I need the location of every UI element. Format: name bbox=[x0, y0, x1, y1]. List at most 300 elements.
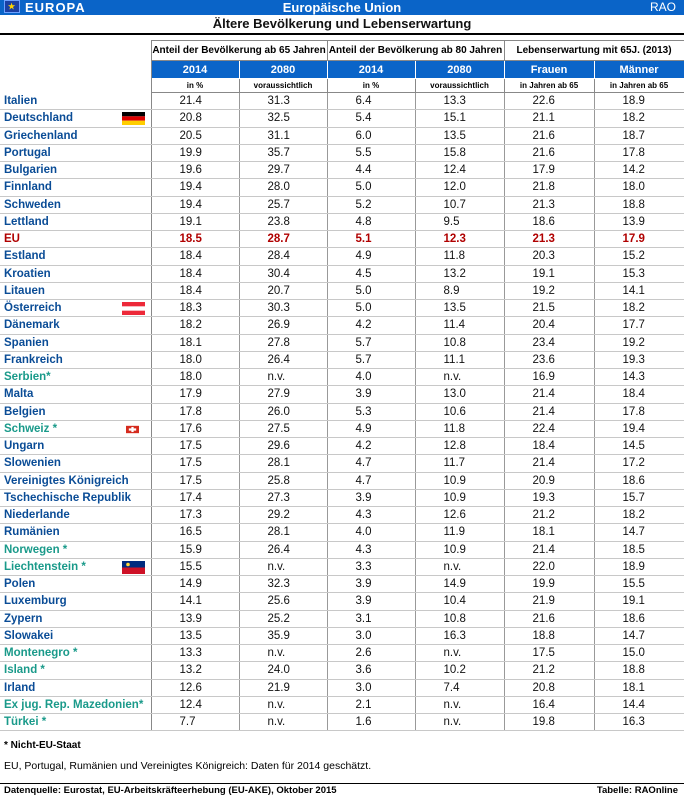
country-name bbox=[0, 265, 151, 282]
value-cell: 18.7 bbox=[594, 127, 684, 144]
value-cell: 14.9 bbox=[151, 576, 239, 593]
value-cell: 18.1 bbox=[504, 524, 594, 541]
value-cell: 5.3 bbox=[327, 403, 415, 420]
table-row bbox=[0, 524, 684, 541]
value-cell: 15.3 bbox=[594, 265, 684, 282]
country-name bbox=[0, 351, 151, 368]
notes bbox=[4, 740, 371, 772]
value-cell: 17.4 bbox=[151, 489, 239, 506]
country-name bbox=[0, 558, 151, 575]
value-cell: 11.7 bbox=[415, 455, 504, 472]
country-name bbox=[0, 576, 151, 593]
value-cell: 23.4 bbox=[504, 334, 594, 351]
unit-header: voraussichtlich bbox=[239, 79, 327, 93]
table-row bbox=[0, 334, 684, 351]
value-cell: 13.9 bbox=[151, 610, 239, 627]
col-header: Männer bbox=[594, 61, 684, 79]
value-cell: 12.6 bbox=[151, 679, 239, 696]
value-cell: 21.4 bbox=[504, 386, 594, 403]
value-cell: 30.3 bbox=[239, 300, 327, 317]
country-name bbox=[0, 334, 151, 351]
germany-flag-icon bbox=[122, 112, 145, 125]
value-cell: 17.7 bbox=[594, 317, 684, 334]
value-cell: 30.4 bbox=[239, 265, 327, 282]
value-cell: 4.2 bbox=[327, 438, 415, 455]
value-cell: 16.3 bbox=[415, 627, 504, 644]
country-label: Deutschland bbox=[4, 112, 74, 125]
value-cell: 26.9 bbox=[239, 317, 327, 334]
country-name bbox=[0, 696, 151, 713]
col-header: Frauen bbox=[504, 61, 594, 79]
value-cell: 25.2 bbox=[239, 610, 327, 627]
value-cell: 22.4 bbox=[504, 420, 594, 437]
value-cell: 21.3 bbox=[504, 231, 594, 248]
value-cell: 4.0 bbox=[327, 524, 415, 541]
value-cell: 13.2 bbox=[151, 662, 239, 679]
value-cell: 19.2 bbox=[594, 334, 684, 351]
value-cell: 20.9 bbox=[504, 472, 594, 489]
country-name bbox=[0, 248, 151, 265]
corner-cell bbox=[0, 61, 151, 79]
value-cell: 19.4 bbox=[151, 196, 239, 213]
table-row bbox=[0, 455, 684, 472]
value-cell: 10.7 bbox=[415, 196, 504, 213]
table-row bbox=[0, 93, 684, 110]
value-cell: 5.1 bbox=[327, 231, 415, 248]
value-cell: 16.9 bbox=[504, 369, 594, 386]
value-cell: 13.5 bbox=[415, 300, 504, 317]
unit-header: voraussichtlich bbox=[415, 79, 504, 93]
country-name bbox=[0, 679, 151, 696]
country-label: Vereinigtes Königreich bbox=[4, 474, 129, 487]
region-text: EUROPA bbox=[25, 0, 86, 15]
table-row bbox=[0, 369, 684, 386]
table-row bbox=[0, 127, 684, 144]
country-label: Schweiz * bbox=[4, 422, 58, 435]
value-cell: 18.1 bbox=[594, 679, 684, 696]
country-name bbox=[0, 110, 151, 127]
value-cell: 6.0 bbox=[327, 127, 415, 144]
value-cell: 13.5 bbox=[151, 627, 239, 644]
value-cell: 18.3 bbox=[151, 300, 239, 317]
country-label: Italien bbox=[4, 94, 38, 107]
unit-header: in % bbox=[151, 79, 239, 93]
country-name bbox=[0, 213, 151, 230]
value-cell: 10.6 bbox=[415, 403, 504, 420]
country-name bbox=[0, 144, 151, 161]
country-label: Irland bbox=[4, 681, 36, 694]
country-label: Serbien* bbox=[4, 371, 51, 384]
value-cell: 21.4 bbox=[504, 455, 594, 472]
value-cell: 11.8 bbox=[415, 420, 504, 437]
austria-flag-icon bbox=[122, 302, 145, 315]
value-cell: 19.6 bbox=[151, 162, 239, 179]
value-cell: 20.8 bbox=[504, 679, 594, 696]
value-cell: 16.5 bbox=[151, 524, 239, 541]
value-cell: 19.1 bbox=[504, 265, 594, 282]
value-cell: 28.0 bbox=[239, 179, 327, 196]
value-cell: 18.4 bbox=[151, 265, 239, 282]
country-label: Island * bbox=[4, 664, 45, 677]
value-cell: 9.5 bbox=[415, 213, 504, 230]
table-row bbox=[0, 162, 684, 179]
country-label: Niederlande bbox=[4, 509, 70, 522]
value-cell: 25.8 bbox=[239, 472, 327, 489]
value-cell: 12.0 bbox=[415, 179, 504, 196]
corner-cell bbox=[0, 41, 151, 61]
country-name bbox=[0, 369, 151, 386]
estimate-note: EU, Portugal, Rumänien und Vereinigtes Königreich: Daten für 2014 geschätzt. bbox=[4, 760, 372, 772]
country-name bbox=[0, 455, 151, 472]
value-cell: 28.1 bbox=[239, 455, 327, 472]
value-cell: 2.6 bbox=[327, 645, 415, 662]
value-cell: 10.9 bbox=[415, 489, 504, 506]
country-label: Liechtenstein * bbox=[4, 560, 86, 573]
country-label: Polen bbox=[4, 578, 36, 591]
value-cell: 19.1 bbox=[594, 593, 684, 610]
source-text: Datenquelle: Eurostat, EU-Arbeitskräfteerhebung (EU-AKE), Oktober 2015 bbox=[4, 785, 337, 796]
value-cell: n.v. bbox=[239, 369, 327, 386]
table-row bbox=[0, 265, 684, 282]
value-cell: 21.6 bbox=[504, 127, 594, 144]
value-cell: 19.4 bbox=[151, 179, 239, 196]
value-cell: 23.8 bbox=[239, 213, 327, 230]
country-name bbox=[0, 386, 151, 403]
value-cell: 5.7 bbox=[327, 351, 415, 368]
value-cell: 4.7 bbox=[327, 472, 415, 489]
group-header-life: Lebenserwartung mit 65J. (2013) bbox=[504, 41, 684, 61]
value-cell: 21.9 bbox=[504, 593, 594, 610]
value-cell: 29.7 bbox=[239, 162, 327, 179]
value-cell: 26.0 bbox=[239, 403, 327, 420]
country-name bbox=[0, 593, 151, 610]
table-row bbox=[0, 558, 684, 575]
value-cell: 19.1 bbox=[151, 213, 239, 230]
value-cell: 19.3 bbox=[594, 351, 684, 368]
value-cell: 17.5 bbox=[151, 438, 239, 455]
country-label: Estland bbox=[4, 250, 46, 263]
table-row bbox=[0, 541, 684, 558]
value-cell: 25.7 bbox=[239, 196, 327, 213]
value-cell: 5.0 bbox=[327, 179, 415, 196]
value-cell: 18.8 bbox=[594, 196, 684, 213]
country-name bbox=[0, 282, 151, 299]
value-cell: 29.2 bbox=[239, 507, 327, 524]
table-row bbox=[0, 696, 684, 713]
value-cell: 15.5 bbox=[151, 558, 239, 575]
country-name bbox=[0, 420, 151, 437]
credit-text: Tabelle: RAOnline bbox=[596, 785, 678, 796]
country-name bbox=[0, 179, 151, 196]
country-name bbox=[0, 93, 151, 110]
value-cell: 14.7 bbox=[594, 627, 684, 644]
country-label: Rumänien bbox=[4, 526, 60, 539]
value-cell: 4.3 bbox=[327, 541, 415, 558]
country-name bbox=[0, 610, 151, 627]
value-cell: 27.3 bbox=[239, 489, 327, 506]
table-row bbox=[0, 645, 684, 662]
value-cell: 19.4 bbox=[594, 420, 684, 437]
value-cell: 17.5 bbox=[151, 472, 239, 489]
value-cell: 4.2 bbox=[327, 317, 415, 334]
value-cell: 4.7 bbox=[327, 455, 415, 472]
value-cell: 3.3 bbox=[327, 558, 415, 575]
country-label: Tschechische Republik bbox=[4, 491, 131, 504]
value-cell: 3.6 bbox=[327, 662, 415, 679]
country-name bbox=[0, 714, 151, 731]
table-row bbox=[0, 593, 684, 610]
value-cell: 26.4 bbox=[239, 541, 327, 558]
value-cell: 32.5 bbox=[239, 110, 327, 127]
col-header: 2014 bbox=[327, 61, 415, 79]
value-cell: 18.5 bbox=[594, 541, 684, 558]
value-cell: 5.0 bbox=[327, 300, 415, 317]
value-cell: 3.9 bbox=[327, 489, 415, 506]
col-header: 2014 bbox=[151, 61, 239, 79]
value-cell: n.v. bbox=[415, 714, 504, 731]
value-cell: 18.4 bbox=[151, 282, 239, 299]
value-cell: 21.6 bbox=[504, 610, 594, 627]
value-cell: 28.4 bbox=[239, 248, 327, 265]
value-cell: 29.6 bbox=[239, 438, 327, 455]
value-cell: 21.8 bbox=[504, 179, 594, 196]
country-label: Slowakei bbox=[4, 629, 54, 642]
value-cell: 5.7 bbox=[327, 334, 415, 351]
value-cell: 3.0 bbox=[327, 679, 415, 696]
group-header-65: Anteil der Bevölkerung ab 65 Jahren bbox=[151, 41, 327, 61]
value-cell: 28.7 bbox=[239, 231, 327, 248]
value-cell: 13.3 bbox=[415, 93, 504, 110]
value-cell: 4.5 bbox=[327, 265, 415, 282]
value-cell: 18.0 bbox=[594, 179, 684, 196]
value-cell: n.v. bbox=[415, 645, 504, 662]
value-cell: 3.1 bbox=[327, 610, 415, 627]
value-cell: 17.5 bbox=[504, 645, 594, 662]
value-cell: 10.9 bbox=[415, 472, 504, 489]
value-cell: 27.8 bbox=[239, 334, 327, 351]
country-name bbox=[0, 489, 151, 506]
value-cell: 14.4 bbox=[594, 696, 684, 713]
value-cell: 5.5 bbox=[327, 144, 415, 161]
country-name bbox=[0, 317, 151, 334]
unit-header: in Jahren ab 65 bbox=[594, 79, 684, 93]
country-label: Malta bbox=[4, 388, 34, 401]
table-row bbox=[0, 403, 684, 420]
value-cell: 12.6 bbox=[415, 507, 504, 524]
country-name bbox=[0, 524, 151, 541]
value-cell: 18.6 bbox=[594, 472, 684, 489]
table-row bbox=[0, 627, 684, 644]
value-cell: 3.9 bbox=[327, 593, 415, 610]
table-row bbox=[0, 714, 684, 731]
value-cell: 18.8 bbox=[504, 627, 594, 644]
value-cell: 18.0 bbox=[151, 369, 239, 386]
unit-header: in Jahren ab 65 bbox=[504, 79, 594, 93]
value-cell: 20.4 bbox=[504, 317, 594, 334]
value-cell: 31.1 bbox=[239, 127, 327, 144]
value-cell: 1.6 bbox=[327, 714, 415, 731]
footer bbox=[0, 783, 684, 798]
table-row bbox=[0, 196, 684, 213]
value-cell: 17.9 bbox=[504, 162, 594, 179]
value-cell: 4.8 bbox=[327, 213, 415, 230]
value-cell: 17.6 bbox=[151, 420, 239, 437]
value-cell: 14.1 bbox=[594, 282, 684, 299]
table-row bbox=[0, 179, 684, 196]
value-cell: 4.3 bbox=[327, 507, 415, 524]
table-row bbox=[0, 231, 684, 248]
value-cell: 11.9 bbox=[415, 524, 504, 541]
country-name bbox=[0, 162, 151, 179]
value-cell: 16.4 bbox=[504, 696, 594, 713]
country-label: Zypern bbox=[4, 612, 43, 625]
value-cell: 10.8 bbox=[415, 610, 504, 627]
value-cell: 15.0 bbox=[594, 645, 684, 662]
corner-cell bbox=[0, 79, 151, 93]
value-cell: 26.4 bbox=[239, 351, 327, 368]
value-cell: 32.3 bbox=[239, 576, 327, 593]
country-label: Dänemark bbox=[4, 319, 60, 332]
value-cell: 22.6 bbox=[504, 93, 594, 110]
value-cell: 18.4 bbox=[594, 386, 684, 403]
country-label: Spanien bbox=[4, 336, 49, 349]
value-cell: 28.1 bbox=[239, 524, 327, 541]
country-label: Schweden bbox=[4, 198, 61, 211]
value-cell: 13.0 bbox=[415, 386, 504, 403]
value-cell: 19.2 bbox=[504, 282, 594, 299]
table-row bbox=[0, 489, 684, 506]
value-cell: 35.9 bbox=[239, 627, 327, 644]
country-name bbox=[0, 662, 151, 679]
value-cell: 15.2 bbox=[594, 248, 684, 265]
value-cell: 20.5 bbox=[151, 127, 239, 144]
country-label: Montenegro * bbox=[4, 647, 78, 660]
table-row bbox=[0, 248, 684, 265]
value-cell: 16.3 bbox=[594, 714, 684, 731]
value-cell: 18.4 bbox=[504, 438, 594, 455]
country-name bbox=[0, 231, 151, 248]
value-cell: 21.4 bbox=[504, 541, 594, 558]
value-cell: 27.5 bbox=[239, 420, 327, 437]
value-cell: 18.1 bbox=[151, 334, 239, 351]
value-cell: 21.3 bbox=[504, 196, 594, 213]
value-cell: 14.5 bbox=[594, 438, 684, 455]
country-label: Lettland bbox=[4, 215, 49, 228]
country-label: Slowenien bbox=[4, 457, 61, 470]
col-header: 2080 bbox=[239, 61, 327, 79]
table-row bbox=[0, 110, 684, 127]
table-row bbox=[0, 438, 684, 455]
country-label: EU bbox=[4, 233, 20, 246]
country-label: Ungarn bbox=[4, 440, 45, 453]
value-cell: 11.4 bbox=[415, 317, 504, 334]
value-cell: 12.3 bbox=[415, 231, 504, 248]
value-cell: 10.8 bbox=[415, 334, 504, 351]
value-cell: 15.8 bbox=[415, 144, 504, 161]
value-cell: 18.4 bbox=[151, 248, 239, 265]
value-cell: 18.2 bbox=[594, 300, 684, 317]
value-cell: 19.9 bbox=[504, 576, 594, 593]
table-row bbox=[0, 351, 684, 368]
value-cell: 25.6 bbox=[239, 593, 327, 610]
value-cell: 12.4 bbox=[415, 162, 504, 179]
value-cell: n.v. bbox=[415, 369, 504, 386]
value-cell: 19.9 bbox=[151, 144, 239, 161]
group-header-80: Anteil der Bevölkerung ab 80 Jahren bbox=[327, 41, 504, 61]
table-row bbox=[0, 662, 684, 679]
value-cell: 21.4 bbox=[151, 93, 239, 110]
value-cell: 6.4 bbox=[327, 93, 415, 110]
country-name bbox=[0, 127, 151, 144]
country-name bbox=[0, 438, 151, 455]
country-label: Bulgarien bbox=[4, 164, 58, 177]
switzerland-flag-icon bbox=[126, 423, 139, 436]
table-row bbox=[0, 679, 684, 696]
value-cell: 7.4 bbox=[415, 679, 504, 696]
value-cell: n.v. bbox=[239, 696, 327, 713]
value-cell: 4.0 bbox=[327, 369, 415, 386]
value-cell: 15.9 bbox=[151, 541, 239, 558]
value-cell: n.v. bbox=[415, 696, 504, 713]
value-cell: 21.1 bbox=[504, 110, 594, 127]
value-cell: 4.4 bbox=[327, 162, 415, 179]
value-cell: 11.8 bbox=[415, 248, 504, 265]
value-cell: 12.8 bbox=[415, 438, 504, 455]
value-cell: 21.2 bbox=[504, 507, 594, 524]
value-cell: 21.6 bbox=[504, 144, 594, 161]
value-cell: 5.0 bbox=[327, 282, 415, 299]
table-row bbox=[0, 282, 684, 299]
value-cell: 15.1 bbox=[415, 110, 504, 127]
value-cell: 17.2 bbox=[594, 455, 684, 472]
country-name bbox=[0, 627, 151, 644]
value-cell: 17.5 bbox=[151, 455, 239, 472]
value-cell: 7.7 bbox=[151, 714, 239, 731]
table-row bbox=[0, 213, 684, 230]
value-cell: 31.3 bbox=[239, 93, 327, 110]
value-cell: 13.5 bbox=[415, 127, 504, 144]
country-name bbox=[0, 541, 151, 558]
value-cell: 19.3 bbox=[504, 489, 594, 506]
country-label: Portugal bbox=[4, 146, 51, 159]
value-cell: 5.4 bbox=[327, 110, 415, 127]
value-cell: 21.4 bbox=[504, 403, 594, 420]
value-cell: 14.2 bbox=[594, 162, 684, 179]
value-cell: 18.8 bbox=[594, 662, 684, 679]
value-cell: 21.9 bbox=[239, 679, 327, 696]
value-cell: 14.1 bbox=[151, 593, 239, 610]
value-cell: 4.9 bbox=[327, 420, 415, 437]
country-name bbox=[0, 472, 151, 489]
value-cell: 17.8 bbox=[594, 144, 684, 161]
value-cell: 22.0 bbox=[504, 558, 594, 575]
country-name bbox=[0, 645, 151, 662]
value-cell: 35.7 bbox=[239, 144, 327, 161]
table-row bbox=[0, 472, 684, 489]
value-cell: 14.7 bbox=[594, 524, 684, 541]
table-row bbox=[0, 420, 684, 437]
value-cell: 18.6 bbox=[594, 610, 684, 627]
country-name bbox=[0, 300, 151, 317]
value-cell: 13.9 bbox=[594, 213, 684, 230]
table-row bbox=[0, 386, 684, 403]
value-cell: 17.8 bbox=[594, 403, 684, 420]
country-label: Kroatien bbox=[4, 267, 51, 280]
value-cell: 13.2 bbox=[415, 265, 504, 282]
value-cell: 11.1 bbox=[415, 351, 504, 368]
value-cell: 10.4 bbox=[415, 593, 504, 610]
value-cell: 12.4 bbox=[151, 696, 239, 713]
